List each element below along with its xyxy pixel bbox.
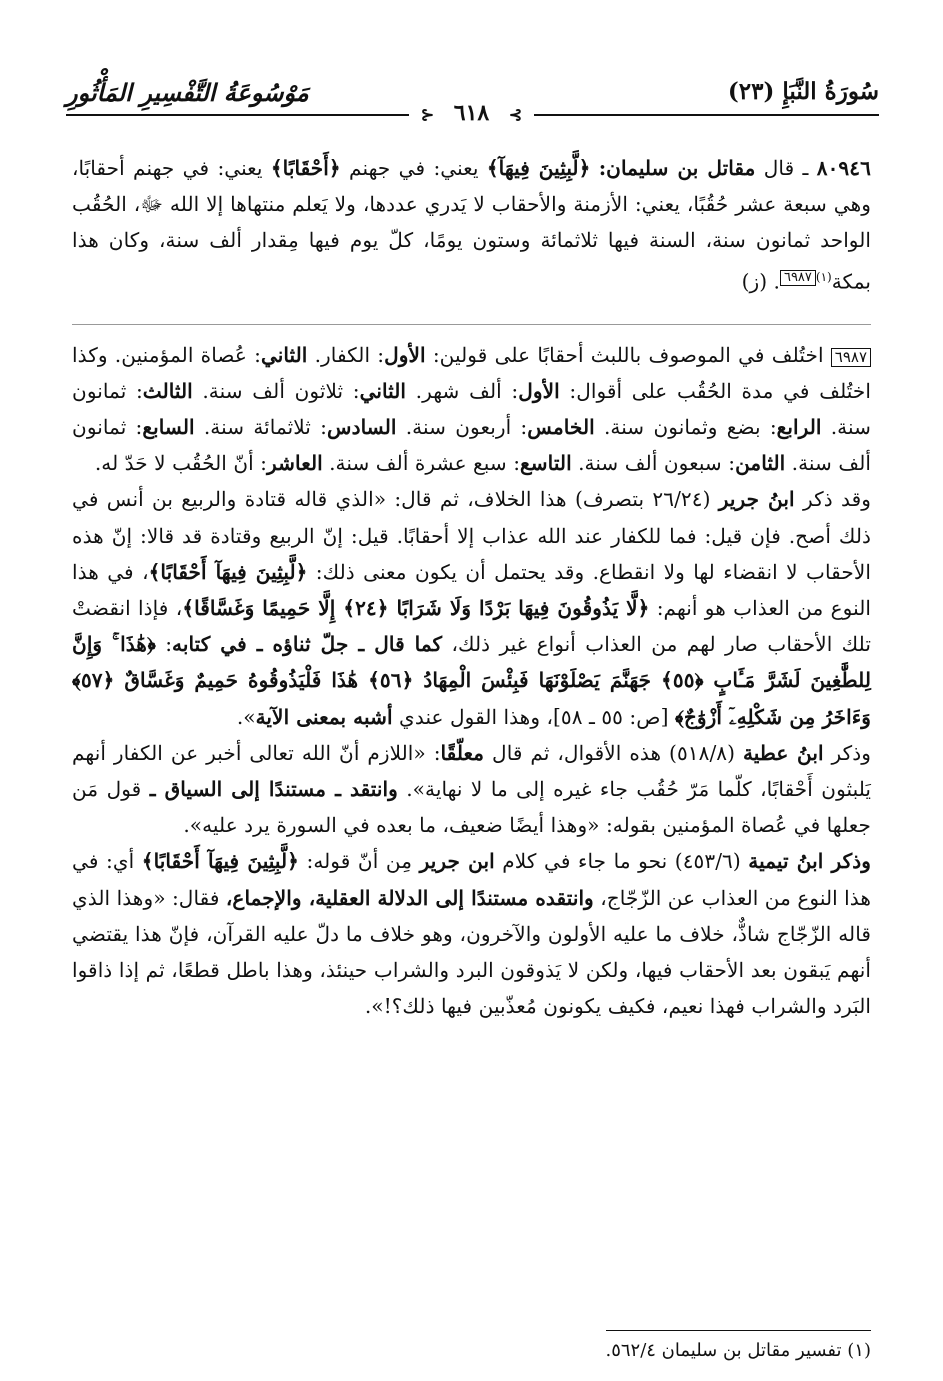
text: : عُصاة المؤمنين. وكذا اختُلف في مدة الحُقُب على أقوال: [72, 342, 871, 403]
text: : بضع وثمانون سنة. [594, 414, 777, 439]
entry-dash: ـ قال [755, 156, 817, 180]
text: : ثمانون سنة. [72, 378, 871, 439]
label-ninth: التاسع [520, 451, 572, 476]
scholar-name: ابنُ عطية [742, 740, 824, 765]
label-first: الأول [518, 378, 560, 403]
text: : أربعون سنة. [396, 414, 528, 439]
text: اختُلف في الموصوف باللبث أحقابًا على قولين: [425, 342, 831, 367]
commentary-paragraph [72, 843, 871, 1024]
text: أي: في هذا النوع من العذاب عن الزّجّاج، [72, 849, 871, 910]
text: وذكر [823, 740, 872, 765]
commentary-paragraph [72, 337, 871, 482]
page-number: ٦١٨ [448, 100, 495, 126]
label-second: الثاني [359, 378, 407, 403]
quran-quote: ﴿لَّا يَذُوقُونَ فِيهَا بَرْدًا وَلَا شَرَابًا ﴿٢٤﴾ إِلَّا حَمِيمًا وَغَسَّاقًا﴾ [182, 595, 650, 620]
quran-quote: ﴿لَّبِثِينَ فِيهَآ أَحْقَابًا﴾ [141, 849, 299, 874]
surah-title: سُورَةُ النَّبَإِ (٢٣) [727, 78, 879, 105]
note-reference[interactable]: ٦٩٨٧ [780, 270, 816, 286]
footnote-rule [606, 1330, 871, 1331]
text: [ص: ٥٥ ـ ٥٨]، وهذا القول عندي [392, 704, 675, 729]
ornament-right-icon: ⊱ [503, 105, 528, 124]
text: ، فإذا انقضتْ تلك الأحقاب صار لهم من العذاب أنواع غير ذلك، [72, 595, 871, 657]
label-eighth: الثامن [735, 451, 786, 476]
text: قول مَن جعلها في عُصاة المؤمنين بقوله: «وهذا أيضًا ضعيف، ما بعده في السورة يرد عليه». [72, 776, 871, 838]
text: : سبعون ألف سنة. [571, 451, 736, 476]
page-body [72, 150, 871, 1024]
text: : ألف شهر. [406, 378, 519, 403]
emphasis: كما قال ـ جلّ ثناؤه ـ في كتابه [172, 632, 443, 657]
quran-quote: ﴿هَٰذَا ۚ وَإِنَّ لِلطَّٰغِينَ لَشَرَّ مَـَٔابٍ ﴿٥٥﴾ جَهَنَّمَ يَصْلَوْنَهَا فَبِئْسَ الْمِهَادُ ﴿٥٦﴾ هَٰذَا فَلْيَذُوقُوهُ حَمِيمٌ وَغَسَّاقٌ ﴿٥٧﴾ وَءَاخَرُ مِن شَكْلِهِۦٓ أَزْوَٰجٌ﴾ [72, 632, 871, 729]
quran-quote: ﴿أَحْقَابًا﴾ [270, 156, 341, 180]
quran-quote: ﴿لَّبِثِينَ فِيهَآ أَحْقَابًا﴾ [148, 559, 308, 584]
page-number-row [0, 100, 943, 126]
text: (٤٥٣/٦) نحو ما جاء في كلام [494, 849, 749, 874]
emphasis: وانتقد ـ مستندًا إلى السياق ـ [149, 776, 398, 801]
text: : [155, 632, 173, 657]
text: (٥١٨/٨) هذه الأقوال، ثم قال [484, 740, 743, 765]
commentary-note-number: ٦٩٨٧ [831, 348, 871, 367]
scholar-name: ابنُ جرير [718, 487, 795, 512]
label-seventh: السابع [142, 414, 195, 439]
footnote-marker[interactable]: (١) [815, 269, 832, 284]
text: : سبع عشرة ألف سنة. [322, 451, 521, 476]
entry-tail: . (ز) [741, 269, 780, 294]
text: (٢٦/٢٤ بتصرف) هذا الخلاف، ثم قال: «الذي قاله قتادة والربيع بن أنس في ذلك أصح. فإن قيل: فما للكفار عند الله عذاب إلا أحقابًا. قيل: إنّ الربيع وقتادة قد قالا: إنّ هذه الأحقاب لا انقضاء لها ولا انقطاع. وقد يحتمل أن يكون معنى ذلك: [72, 487, 871, 584]
scholar-name: ابن جرير [419, 849, 495, 874]
entry-speaker: مقاتل بن سليمان: [598, 156, 756, 180]
label-third: الثالث [142, 378, 193, 403]
entry-number: ٨٠٩٤٦ [816, 156, 871, 180]
text: : ثلاثمائة سنة. [194, 414, 327, 439]
quran-quote: ﴿لَّبِثِينَ فِيهَآ﴾ [486, 156, 591, 180]
label-fourth: الرابع [776, 414, 822, 439]
label-first: الأول [384, 342, 426, 367]
entry-text: يعني: في جهنم [340, 156, 487, 180]
emphasis: أشبه بمعنى الآية [255, 704, 393, 729]
text: مِن أنّ قوله: [298, 849, 420, 874]
label-sixth: السادس [326, 414, 397, 439]
text: : أنّ الحُقُب لا حَدّ له. [94, 451, 267, 476]
ornament-left-icon: ⊰ [415, 105, 440, 124]
text: : ثمانون ألف سنة. [72, 414, 871, 476]
text: ». [236, 704, 256, 729]
scholar-name: وذكر ابنُ تيمية [748, 849, 871, 874]
text: وقد ذكر [794, 487, 871, 512]
footnote: (١) تفسير مقاتل بن سليمان ٥٦٢/٤. [605, 1340, 871, 1361]
label-fifth: الخامس [527, 414, 595, 439]
emphasis: وانتقده مستندًا إلى الدلالة العقلية، والإجماع، [225, 885, 594, 910]
text: ، في هذا النوع من العذاب هو أنهم: [72, 559, 871, 620]
commentary-paragraph [72, 481, 871, 734]
label-second: الثاني [260, 342, 308, 367]
emphasis: معلّقًا [440, 740, 485, 765]
text: : الكفار. [307, 342, 385, 367]
commentary-paragraph [72, 735, 871, 844]
text: : «اللازم أنّ الله تعالى أخبر عن الكفار أنهم يَلبثون أَحْقابًا، كلّما مَرّ حُقُب جاء غيره إلى ما لا نهاية». [72, 740, 872, 801]
text: : ثلاثون ألف سنة. [192, 378, 360, 403]
entry-text: يعني: في جهنم أحقابًا، وهي سبعة عشر حُقُبًا، يعني: الأزمنة والأحقاب لا يَدري عددها، ولا يَعلم منتهاها إلا الله ﷻ، الحُقُب الواحد ثمانون سنة، السنة فيها ثلاثمائة وستون يومًا، كلّ يوم فيها مِقدار ألف سنة، وكان هذا بمكة [72, 156, 871, 294]
text: فقال: «وهذا الذي قاله الزّجّاج شاذٌّ، خلاف ما عليه الأولون والآخرون، وهو خلاف ما دلّ عليه القرآن، فإنّ هذا يقتضي أنهم يَبقون بعد الأحقاب فيها، ولكن لا يَذوقون البرد والشراب حينئذ، وهذا باطل قطعًا، ثم إذا ذاقوا البَرد والشراب فهذا نعيم، فكيف يكونون مُعذّبين فيها ذلك؟!». [72, 885, 871, 1019]
section-divider [72, 310, 871, 325]
label-tenth: العاشر [267, 451, 323, 476]
narration-entry [72, 150, 871, 300]
book-title: مَوْسُوعَةُ التَّفْسِيرِ المَأْثُورِ [66, 78, 309, 107]
